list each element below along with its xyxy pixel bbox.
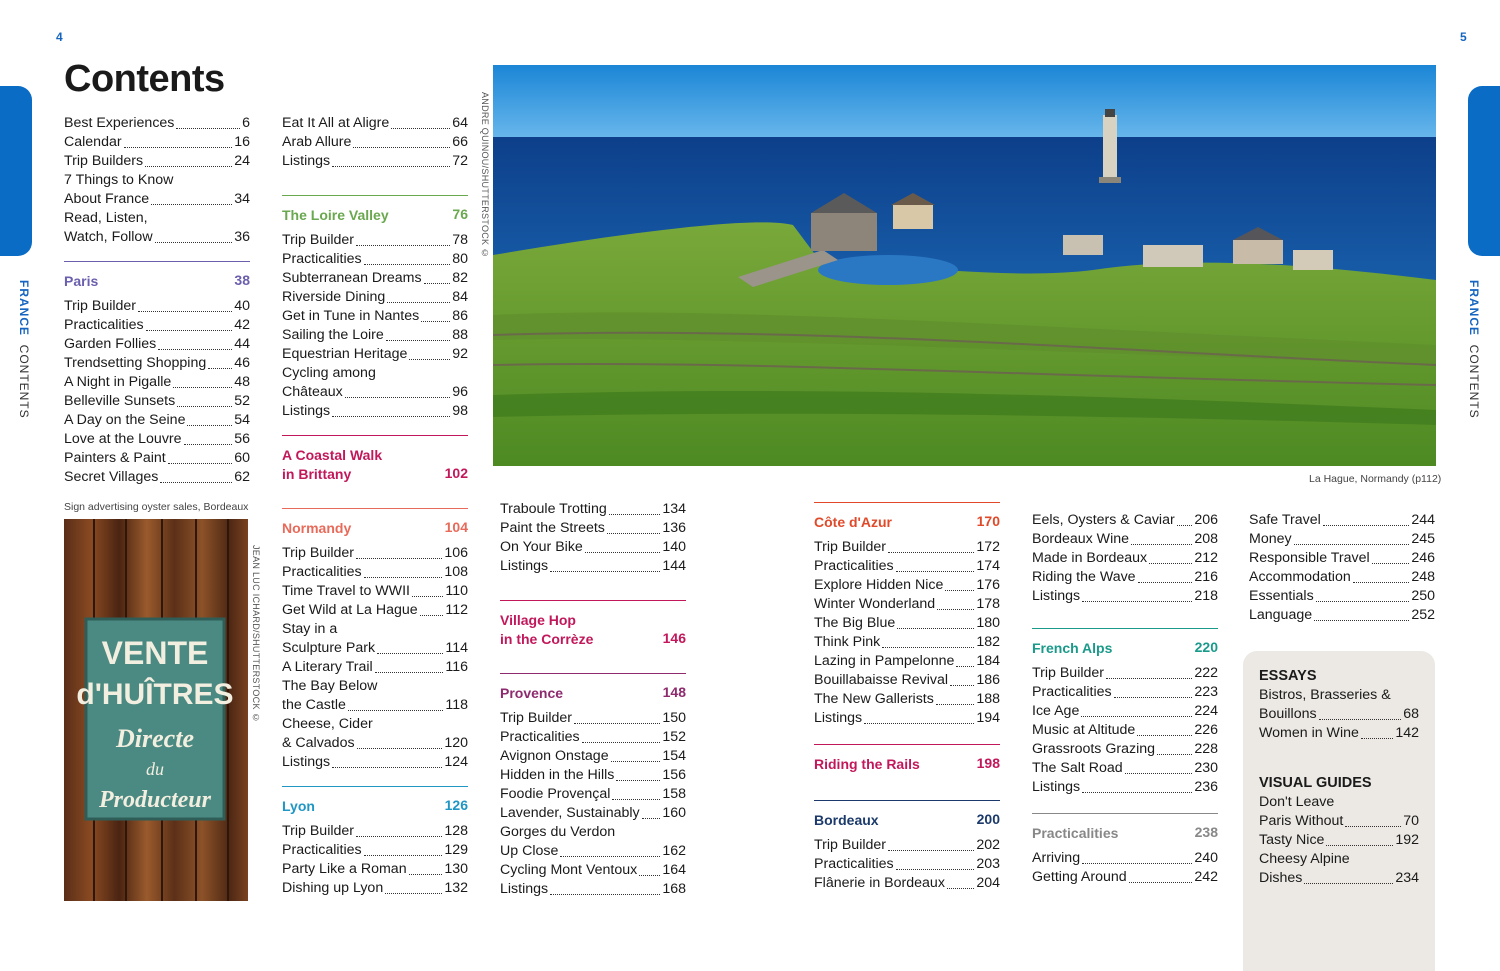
sign-text-line: Directe: [116, 724, 194, 753]
toc-entry[interactable]: Watch, Follow 36: [64, 229, 250, 245]
toc-entry[interactable]: Made in Bordeaux 212: [1032, 550, 1218, 566]
toc-entry[interactable]: Party Like a Roman 130: [282, 861, 468, 877]
toc-entry[interactable]: Bouillabaisse Revival 186: [814, 672, 1000, 688]
toc-entry-line: Cycling among: [282, 365, 376, 381]
toc-entry[interactable]: A Night in Pigalle 48: [64, 374, 250, 390]
toc-entry[interactable]: Paris Without 70: [1259, 813, 1419, 829]
side-tab-left: [0, 86, 32, 256]
toc-entry[interactable]: Eat It All at Aligre 64: [282, 115, 468, 131]
essays-box: [1243, 651, 1435, 971]
toc-entry[interactable]: Secret Villages 62: [64, 469, 250, 485]
toc-entry[interactable]: Arab Allure 66: [282, 134, 468, 150]
toc-entry[interactable]: Essentials 250: [1249, 588, 1435, 604]
toc-entry[interactable]: Up Close 162: [500, 843, 686, 859]
toc-entry[interactable]: Trip Builder 128: [282, 823, 468, 839]
section-french-alps[interactable]: French Alps 220: [1032, 628, 1218, 658]
toc-column-1: [64, 114, 250, 487]
section-lyon[interactable]: Lyon 126: [282, 786, 468, 816]
toc-entry[interactable]: Listings 72: [282, 153, 468, 169]
toc-entry[interactable]: Practicalities 203: [814, 856, 1000, 872]
toc-entry-line: Cheesy Alpine: [1259, 851, 1350, 867]
toc-entry[interactable]: Safe Travel 244: [1249, 512, 1435, 528]
toc-entry[interactable]: Bouillons 68: [1259, 706, 1419, 722]
toc-entry-line: Bistros, Brasseries &: [1259, 687, 1391, 703]
toc-entry[interactable]: Language 252: [1249, 607, 1435, 623]
toc-entry[interactable]: Cycling Mont Ventoux 164: [500, 862, 686, 878]
toc-entry[interactable]: Châteaux 96: [282, 384, 468, 400]
main-photo-credit: ANDRE QUINOU/SHUTTERSTOCK ©: [480, 92, 490, 259]
toc-entry[interactable]: Trip Builders 24: [64, 153, 250, 169]
toc-entry[interactable]: Responsible Travel 246: [1249, 550, 1435, 566]
side-label-section: CONTENTS: [1467, 344, 1481, 419]
toc-entry[interactable]: Ice Age 224: [1032, 703, 1218, 719]
visual-guides-heading: VISUAL GUIDES: [1259, 775, 1372, 791]
toc-entry[interactable]: Practicalities 223: [1032, 684, 1218, 700]
toc-entry[interactable]: About France 34: [64, 191, 250, 207]
toc-entry[interactable]: Dishes 234: [1259, 870, 1419, 886]
toc-entry[interactable]: Practicalities 108: [282, 564, 468, 580]
toc-entry-line: Gorges du Verdon: [500, 824, 616, 840]
toc-entry[interactable]: Listings 218: [1032, 588, 1218, 604]
toc-entry[interactable]: Listings 194: [814, 710, 1000, 726]
toc-entry[interactable]: Subterranean Dreams 82: [282, 270, 468, 286]
toc-entry[interactable]: Winter Wonderland 178: [814, 596, 1000, 612]
sign-text-line: d'HUÎTRES: [76, 678, 234, 711]
toc-entry[interactable]: Sailing the Loire 88: [282, 327, 468, 343]
toc-entry[interactable]: Grassroots Grazing 228: [1032, 741, 1218, 757]
page-number-right: 5: [1460, 30, 1467, 44]
side-label-country: FRANCE: [1467, 280, 1481, 336]
toc-entry[interactable]: Time Travel to WWII 110: [282, 583, 468, 599]
toc-entry[interactable]: the Castle 118: [282, 697, 468, 713]
toc-entry[interactable]: Money 245: [1249, 531, 1435, 547]
oyster-sign-photo: [64, 519, 248, 901]
toc-entry[interactable]: Bordeaux Wine 208: [1032, 531, 1218, 547]
toc-entry[interactable]: Explore Hidden Nice 176: [814, 577, 1000, 593]
toc-entry[interactable]: Women in Wine 142: [1259, 725, 1419, 741]
toc-entry[interactable]: Get Wild at La Hague 112: [282, 602, 468, 618]
toc-entry[interactable]: Practicalities 174: [814, 558, 1000, 574]
toc-entry[interactable]: On Your Bike 140: [500, 539, 686, 555]
toc-entry[interactable]: Love at the Louvre 56: [64, 431, 250, 447]
sign-photo-credit: JEAN LUC ICHARD/SHUTTERSTOCK ©: [251, 545, 261, 723]
toc-column-4: [814, 502, 1000, 893]
side-tab-right: [1468, 86, 1500, 256]
toc-entry[interactable]: Music at Altitude 226: [1032, 722, 1218, 738]
toc-entry[interactable]: Trip Builder 106: [282, 545, 468, 561]
toc-entry[interactable]: The Salt Road 230: [1032, 760, 1218, 776]
section-provence[interactable]: Provence 148: [500, 673, 686, 703]
side-label-section: CONTENTS: [17, 344, 31, 419]
section-loire-valley[interactable]: The Loire Valley 76: [282, 195, 468, 225]
toc-entry[interactable]: Belleville Sunsets 52: [64, 393, 250, 409]
side-label-left: [17, 280, 31, 419]
toc-entry[interactable]: Practicalities 42: [64, 317, 250, 333]
sign-text-line: VENTE: [101, 635, 209, 671]
toc-entry[interactable]: Paint the Streets 136: [500, 520, 686, 536]
toc-entry[interactable]: Listings 124: [282, 754, 468, 770]
toc-entry[interactable]: Dishing up Lyon 132: [282, 880, 468, 896]
toc-entry[interactable]: The Big Blue 180: [814, 615, 1000, 631]
toc-entry[interactable]: Riverside Dining 84: [282, 289, 468, 305]
toc-entry[interactable]: Eels, Oysters & Caviar 206: [1032, 512, 1218, 528]
toc-entry[interactable]: Get in Tune in Nantes 86: [282, 308, 468, 324]
toc-entry[interactable]: Trip Builder 40: [64, 298, 250, 314]
toc-entry[interactable]: A Day on the Seine 54: [64, 412, 250, 428]
section-coastal-walk-brittany[interactable]: A Coastal Walk in Brittany 102: [282, 435, 468, 484]
toc-entry[interactable]: Riding the Wave 216: [1032, 569, 1218, 585]
section-normandy[interactable]: Normandy 104: [282, 508, 468, 538]
toc-entry[interactable]: Accommodation 248: [1249, 569, 1435, 585]
section-village-hop[interactable]: Village Hop in the Corrèze 146: [500, 600, 686, 649]
essays-heading: ESSAYS: [1259, 668, 1317, 684]
toc-entry[interactable]: Lavender, Sustainably 160: [500, 805, 686, 821]
toc-entry[interactable]: Garden Follies 44: [64, 336, 250, 352]
toc-entry[interactable]: Practicalities 152: [500, 729, 686, 745]
toc-entry[interactable]: Trip Builder 150: [500, 710, 686, 726]
toc-entry[interactable]: Avignon Onstage 154: [500, 748, 686, 764]
toc-entry-line: Cheese, Cider: [282, 716, 373, 732]
main-photo-caption: La Hague, Normandy (p112): [1309, 473, 1442, 485]
toc-entry[interactable]: Hidden in the Hills 156: [500, 767, 686, 783]
la-hague-photo: [493, 65, 1436, 466]
section-cote-dazur[interactable]: Côte d'Azur 170: [814, 502, 1000, 532]
section-riding-the-rails[interactable]: Riding the Rails 198: [814, 744, 1000, 774]
toc-entry-line: Read, Listen,: [64, 210, 148, 226]
toc-entry[interactable]: Practicalities 80: [282, 251, 468, 267]
sign-text-line: du: [146, 759, 164, 779]
toc-entry[interactable]: Painters & Paint 60: [64, 450, 250, 466]
sign-text-line: Producteur: [98, 787, 212, 813]
toc-entry[interactable]: Listings 98: [282, 403, 468, 419]
toc-entry[interactable]: Trip Builder 172: [814, 539, 1000, 555]
toc-entry-line: 7 Things to Know: [64, 172, 174, 188]
toc-entry[interactable]: A Literary Trail 116: [282, 659, 468, 675]
toc-entry[interactable]: Best Experiences 6: [64, 115, 250, 131]
toc-entry[interactable]: The New Gallerists 188: [814, 691, 1000, 707]
section-bordeaux[interactable]: Bordeaux 200: [814, 800, 1000, 830]
toc-entry[interactable]: Sculpture Park 114: [282, 640, 468, 656]
toc-entry[interactable]: Practicalities 129: [282, 842, 468, 858]
side-label-right: [1467, 280, 1481, 419]
toc-entry-line: Don't Leave: [1259, 794, 1335, 810]
toc-entry[interactable]: Getting Around 242: [1032, 869, 1218, 885]
toc-entry[interactable]: Calendar 16: [64, 134, 250, 150]
page-number-left: 4: [56, 30, 63, 44]
toc-entry-line: The Bay Below: [282, 678, 378, 694]
toc-entry[interactable]: Listings 144: [500, 558, 686, 574]
section-paris[interactable]: Paris 38: [64, 261, 250, 291]
toc-entry[interactable]: Arriving 240: [1032, 850, 1218, 866]
toc-entry[interactable]: Listings 168: [500, 881, 686, 897]
toc-entry[interactable]: Trip Builder 222: [1032, 665, 1218, 681]
toc-column-5: [1032, 511, 1218, 887]
sign-photo-caption: Sign advertising oyster sales, Bordeaux: [64, 501, 249, 513]
toc-entry[interactable]: & Calvados 120: [282, 735, 468, 751]
toc-column-3: [500, 500, 686, 899]
toc-entry[interactable]: Listings 236: [1032, 779, 1218, 795]
side-label-country: FRANCE: [17, 280, 31, 336]
toc-entry[interactable]: Lazing in Pampelonne 184: [814, 653, 1000, 669]
toc-entry[interactable]: Traboule Trotting 134: [500, 501, 686, 517]
page-title: Contents: [64, 58, 225, 100]
toc-column-2: [282, 114, 468, 898]
toc-entry[interactable]: Flânerie in Bordeaux 204: [814, 875, 1000, 891]
toc-entry[interactable]: Trip Builder 202: [814, 837, 1000, 853]
toc-entry[interactable]: Foodie Provençal 158: [500, 786, 686, 802]
toc-entry[interactable]: Tasty Nice 192: [1259, 832, 1419, 848]
toc-entry[interactable]: Trip Builder 78: [282, 232, 468, 248]
toc-entry[interactable]: Equestrian Heritage 92: [282, 346, 468, 362]
section-practicalities[interactable]: Practicalities 238: [1032, 813, 1218, 843]
toc-entry-line: Stay in a: [282, 621, 338, 637]
toc-entry[interactable]: Trendsetting Shopping 46: [64, 355, 250, 371]
toc-column-6: [1249, 511, 1435, 625]
toc-entry[interactable]: Think Pink 182: [814, 634, 1000, 650]
